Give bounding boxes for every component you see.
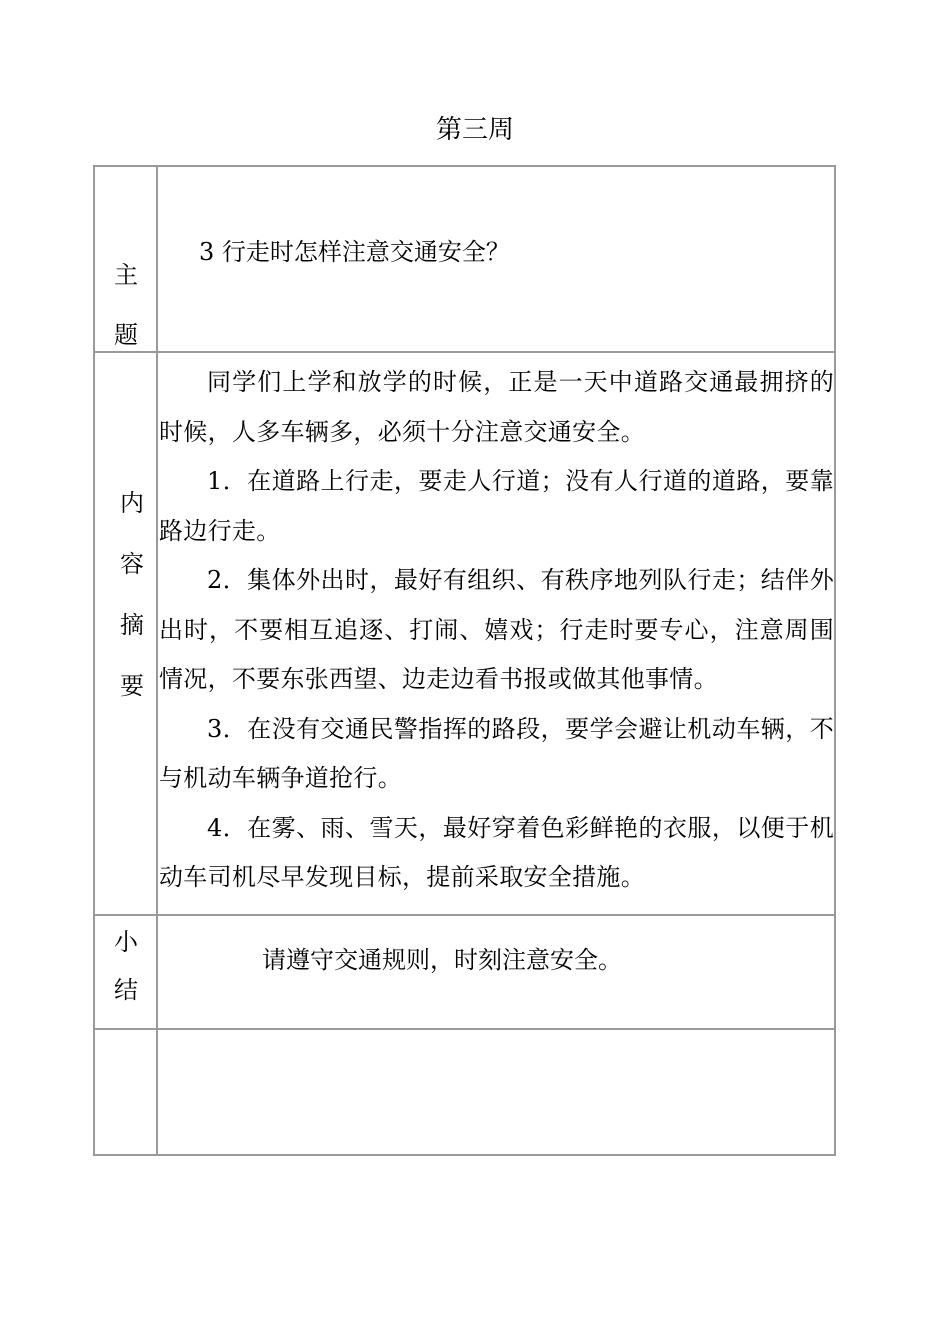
summary-label [95, 918, 157, 1028]
topic-value: 3 行走时怎样注意交通安全？ [199, 238, 510, 266]
content-label-char: 摘 [120, 611, 144, 639]
content-label-char: 容 [120, 550, 144, 578]
topic-cell [159, 167, 834, 351]
content-cell [159, 353, 834, 914]
content-body [159, 358, 834, 903]
content-paragraph: 2．集体外出时，最好有组织、有秩序地列队行走；结伴外出时，不要相互追逐、打闹、嬉戏；行走时要专心，注意周围情况，不要东张西望、边走边看书报或做其他事情。 [159, 566, 834, 693]
lesson-table [93, 165, 836, 1156]
empty-label-cell [95, 1030, 157, 1154]
page-title: 第三周 [435, 115, 514, 145]
content-paragraph: 1．在道路上行走，要走人行道；没有人行道的道路，要靠路边行走。 [159, 467, 834, 545]
summary-value: 请遵守交通规则，时刻注意安全。 [262, 946, 622, 974]
summary-label-char: 小 [114, 928, 138, 956]
content-paragraph: 同学们上学和放学的时候，正是一天中道路交通最拥挤的时候，人多车辆多，必须十分注意交通安全。 [159, 368, 834, 446]
summary-cell [159, 916, 834, 1028]
summary-label-char: 结 [114, 976, 138, 1004]
topic-label-char: 主 [114, 261, 138, 289]
topic-label-char: 题 [114, 321, 138, 349]
content-paragraph: 3．在没有交通民警指挥的路段，要学会避让机动车辆，不与机动车辆争道抢行。 [159, 714, 834, 792]
topic-label [95, 220, 157, 390]
content-label-char: 内 [120, 489, 144, 517]
content-label [101, 465, 163, 725]
table-border-right [834, 165, 836, 1156]
content-paragraph: 4．在雾、雨、雪天，最好穿着色彩鲜艳的衣服，以便于机动车司机尽早发现目标，提前采取安全措施。 [159, 813, 834, 891]
content-label-char: 要 [120, 672, 144, 700]
empty-cell [159, 1030, 834, 1154]
table-border-bottom [93, 1154, 836, 1156]
